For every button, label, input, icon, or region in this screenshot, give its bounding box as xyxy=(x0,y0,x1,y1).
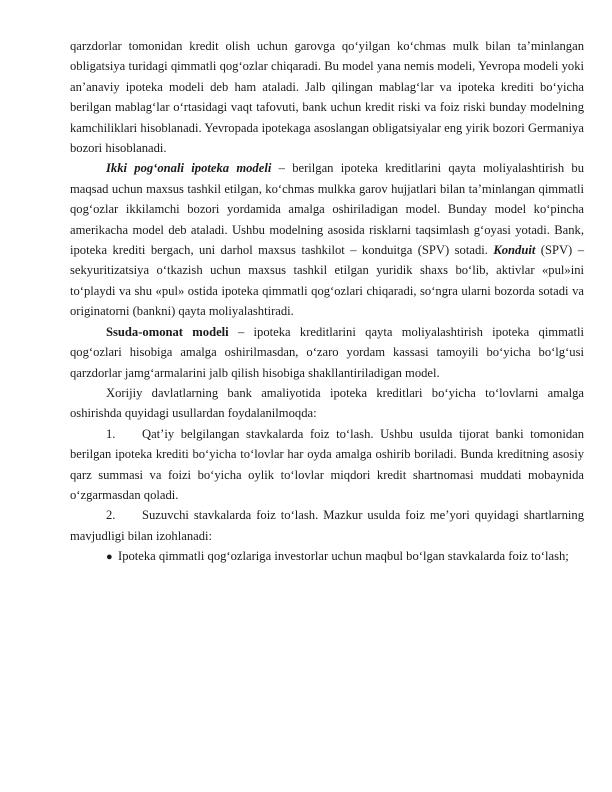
paragraph-text: – ipoteka kreditlarini qayta moliyalashtirish ipoteka qimmatli qog‘ozlari hisobiga amalga oshirilmasdan, o‘zaro yordam kassasi tamoyili bo‘yicha bo‘lg‘usi qarzdorlar jamg‘armalarini jalb qilish hisobiga shakllantiriladigan model. xyxy=(70,324,584,380)
paragraph-text: (SPV) – sekyuritizatsiya o‘tkazish uchun maxsus tashkil etilgan yuridik shaxs bo‘lib, aktivlar «pul»ini to‘playdi va shu «pul» ostida ipoteka qimmatli qog‘ozlari chiqaradi, so‘ngra ularni bozorda sotadi va originatorni (bankni) qayta moliyalashtiradi. xyxy=(70,243,584,319)
term-konduit: Konduit xyxy=(493,243,536,258)
list-item-text: Suzuvchi stavkalarda foiz to‘lash. Mazkur usulda foiz me’yori quyidagi shartlarning mavjudligi bilan izohlanadi: xyxy=(70,508,584,543)
list-item-fixed-rate xyxy=(70,424,584,506)
list-number: 1. xyxy=(106,426,116,441)
paragraph-german-model xyxy=(70,36,584,158)
bullet-item-text: Ipoteka qimmatli qog‘ozlariga investorlar uchun maqbul bo‘lgan stavkalarda foiz to‘lash; xyxy=(118,549,569,564)
paragraph-text: qarzdorlar tomonidan kredit olish uchun garovga qo‘yilgan ko‘chmas mulk bilan ta’minlangan obligatsiya turidagi qimmatli qog‘ozlar chiqaradi. Bu model yana nemis modeli, Yevropa modeli yoki an’anaviy ipoteka modeli deb ham ataladi. Jalb qilingan mablag‘lar va ipoteka krediti bo‘yicha berilgan mablag‘lar o‘rtasidagi vaqt tafovuti, bank uchun kredit riski va foiz riski bunday modelning kamchiliklari hisoblanadi. Yevropada ipotekaga asoslangan obligatsiyalar eng yirik bozori Germaniya bozori hisoblanadi. xyxy=(70,39,584,156)
document-page xyxy=(70,36,584,568)
paragraph-text: – berilgan ipoteka kreditlarini qayta moliyalashtirish bu maqsad uchun maxsus tashkil etilgan, ko‘chmas mulkka garov hujjatlari bilan ta’minlangan qimmatli qog‘ozlar ikkilamchi bozori yordamida amalga oshiriladigan model. Bunday model ko‘pincha amerikacha model deb ataladi. Ushbu modelning asosida risklarni taqsimlash g‘oyasi yotadi. Bank, ipoteka krediti bergach, uni darhol maxsus tashkilot – konduitga (SPV) sotadi. xyxy=(70,161,585,258)
list-item-text: Qat’iy belgilangan stavkalarda foiz to‘lash. Ushbu usulda tijorat banki tomonidan berilgan ipoteka krediti bo‘yicha to‘lovlar har oyda amalga oshirib boriladi. Bunda kreditning asosiy qarz summasi va foizi bo‘yicha oylik to‘lovlar miqdori kredit shartnomasi muddati mobaynida o‘zgarmasdan qoladi. xyxy=(70,426,584,502)
bullet-item-investor-rates xyxy=(70,546,584,567)
list-item-floating-rate xyxy=(70,505,584,546)
term-two-tier-model: Ikki pog‘onali ipoteka modeli xyxy=(106,161,272,176)
paragraph-text: Xorijiy davlatlarning bank amaliyotida ipoteka kreditlari bo‘yicha to‘lovlarni amalga oshirishda quyidagi usullardan foydalanilmoqda: xyxy=(70,385,584,421)
paragraph-payment-methods-intro xyxy=(70,383,584,424)
paragraph-two-tier-model xyxy=(70,158,584,321)
paragraph-loan-savings-model xyxy=(70,322,584,383)
term-loan-savings-model: Ssuda-omonat modeli xyxy=(106,324,229,339)
list-number: 2. xyxy=(106,508,116,523)
bullet-dot-icon: ● xyxy=(106,551,113,564)
